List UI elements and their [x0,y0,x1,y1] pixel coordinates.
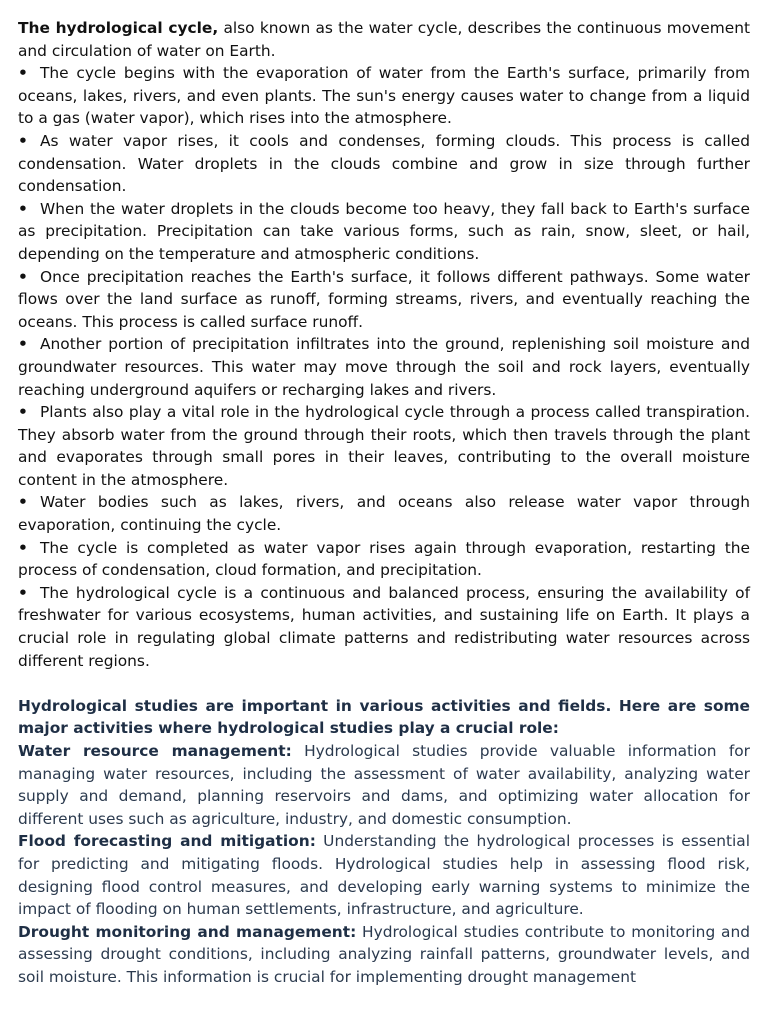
bullet-icon: • [18,403,28,422]
studies-item-text: Hydrological studies provide valuable information for managing water resources, including the assessment of water availability, analyzing water supply and demand, planning reservoirs and dams, and optimizing water allocation for different uses such as agriculture, industry, and domestic consumption. [18,742,751,828]
studies-section [18,695,750,989]
bullet-item [18,333,750,401]
bullet-icon: • [18,583,28,602]
bullet-icon: • [18,267,28,286]
bullet-item [18,401,750,491]
bullet-text: As water vapor rises, it cools and condenses, forming clouds. This process is called condensation. Water droplets in the clouds combine and grow in size through further condensation. [18,131,750,196]
bullet-icon: • [18,64,28,83]
studies-heading: Hydrological studies are important in various activities and fields. Here are some major activities where hydrological studies play a crucial role: [18,696,750,738]
document-page [18,17,750,989]
bullet-item [18,266,750,334]
paragraph-spacer [18,672,750,695]
bullet-text: Another portion of precipitation infiltrates into the ground, replenishing soil moisture and groundwater resources. This water may move through the soil and rock layers, eventually reaching underground aquifers or recharging lakes and rivers. [18,335,750,399]
studies-item [18,740,750,830]
bullet-text: The hydrological cycle is a continuous and balanced process, ensuring the availability of freshwater for various ecosystems, human activities, and sustaining life on Earth. It plays a crucial role in regulating global climate patterns and redistributing water resources across different regions. [18,583,750,670]
bullet-icon: • [18,493,28,512]
bullet-icon: • [18,131,28,150]
studies-item-term: Drought monitoring and management: [18,922,357,941]
bullet-text: Water bodies such as lakes, rivers, and oceans also release water vapor through evaporation, continuing the cycle. [18,493,750,535]
intro-title: The hydrological cycle, [18,19,219,37]
bullet-item [18,130,750,198]
bullet-item [18,491,750,536]
bullet-item [18,198,750,266]
studies-item-text: Hydrological studies contribute to monitoring and assessing drought conditions, including analyzing rainfall patterns, groundwater levels, and soil moisture. This information is crucial for implementing drought management [18,922,750,986]
bullet-icon: • [18,335,28,354]
bullet-text: The cycle is completed as water vapor rises again through evaporation, restarting the process of condensation, cloud formation, and precipitation. [18,538,750,580]
bullet-text: The cycle begins with the evaporation of water from the Earth's surface, primarily from oceans, lakes, rivers, and even plants. The sun's energy causes water to change from a liquid to a gas (water vapor), which rises into the atmosphere. [18,64,750,128]
studies-item-text: Understanding the hydrological processes is essential for predicting and mitigating floods. Hydrological studies help in assessing flood risk, designing flood control measures, and developing early warning systems to minimize the impact of flooding on human settlements, infrastructure, and agriculture. [18,832,750,919]
bullet-icon: • [18,538,28,557]
bullet-text: Once precipitation reaches the Earth's surface, it follows different pathways. Some water flows over the land surface as runoff, forming streams, rivers, and eventually reaching the oceans. This process is called surface runoff. [18,267,750,331]
bullet-icon: • [18,199,28,218]
intro-text: also known as the water cycle, describes the continuous movement and circulation of water on Earth. [18,19,750,60]
bullet-item [18,537,750,582]
studies-item [18,830,750,920]
studies-item-term: Water resource management: [18,742,292,760]
studies-item-term: Flood forecasting and mitigation: [18,832,316,851]
studies-item [18,921,750,989]
intro-paragraph [18,17,750,62]
bullet-item [18,582,750,672]
bullet-item [18,62,750,130]
bullet-text: Plants also play a vital role in the hydrological cycle through a process called transpiration. They absorb water from the ground through their roots, which then travels through the plant and evaporates through small pores in their leaves, contributing to the overall moisture content in the atmosphere. [18,403,750,489]
bullet-text: When the water droplets in the clouds become too heavy, they fall back to Earth's surface as precipitation. Precipitation can take various forms, such as rain, snow, sleet, or hail, depending on the temperature and atmospheric conditions. [18,199,750,263]
